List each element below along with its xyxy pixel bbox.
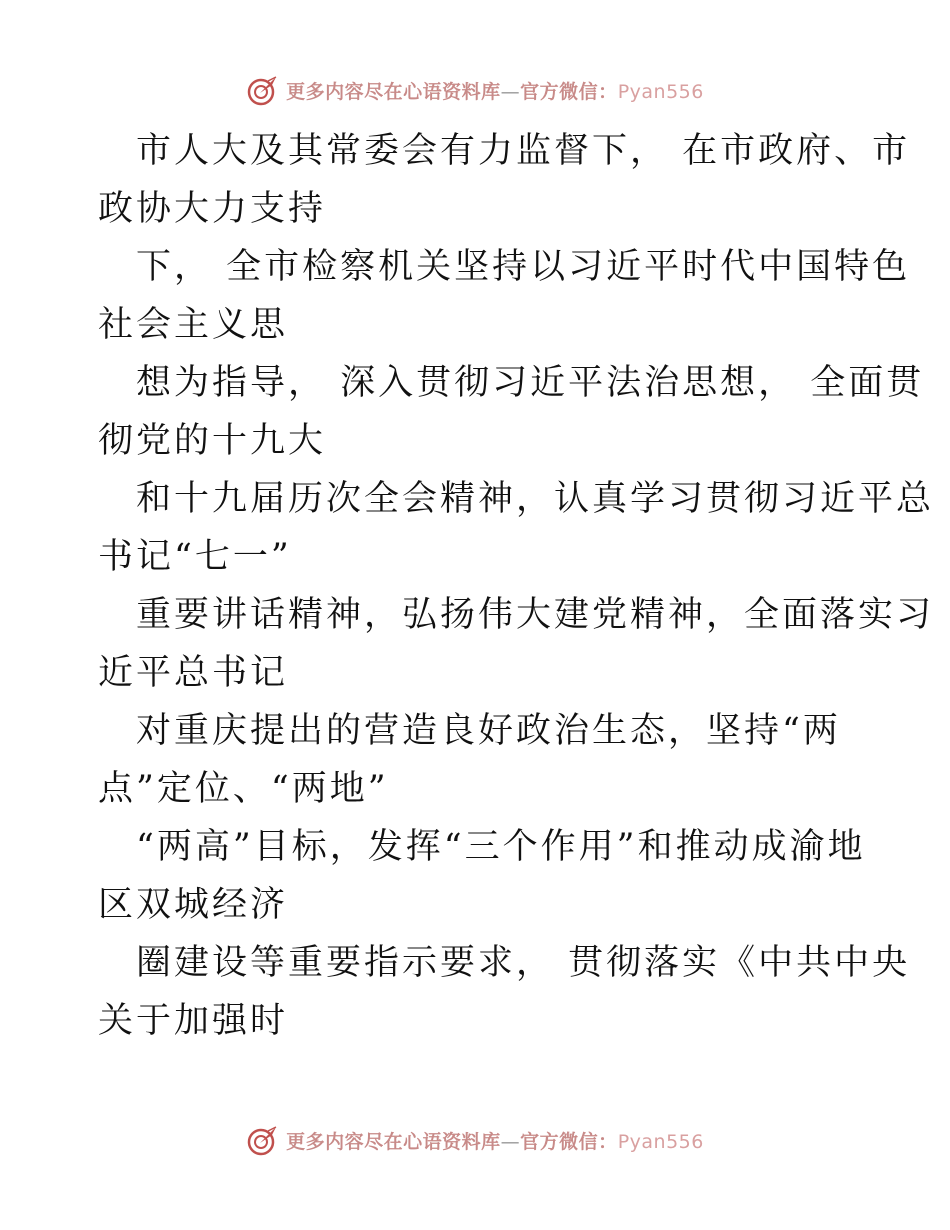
text-line: 彻党的十九大 <box>98 421 327 461</box>
quill-logo-icon <box>246 1123 280 1157</box>
watermark-main-text: 更多内容尽在心语资料库 <box>286 1130 501 1153</box>
paragraph <box>98 470 935 586</box>
header-watermark <box>0 70 950 110</box>
text-line: 政协大力支持 <box>98 189 327 229</box>
watermark-separator: — <box>500 80 521 103</box>
paragraph <box>98 354 925 470</box>
text-line: 对重庆提出的营造良好政治生态，坚持“两 <box>136 711 841 751</box>
watermark-text <box>286 77 704 104</box>
document-body <box>98 122 935 1050</box>
watermark-wechat-id: Pyan556 <box>617 80 704 103</box>
text-line: 和十九届历次全会精神，认真学习贯彻习近平总 <box>136 479 935 519</box>
text-line: 市人大及其常委会有力监督下， 在市政府、市 <box>136 131 911 171</box>
watermark-wechat-id: Pyan556 <box>617 1130 704 1153</box>
text-line: 圈建设等重要指示要求， 贯彻落实《中共中央 <box>136 943 911 983</box>
watermark-suffix-text: 官方微信： <box>520 80 618 103</box>
text-line: 想为指导， 深入贯彻习近平法治思想， 全面贯 <box>136 363 925 403</box>
text-line: 社会主义思 <box>98 305 289 345</box>
watermark-suffix-text: 官方微信： <box>520 1130 618 1153</box>
paragraph <box>98 586 935 702</box>
text-line: 重要讲话精神，弘扬伟大建党精神，全面落实习 <box>136 595 935 635</box>
paragraph <box>98 818 866 934</box>
text-line: 点”定位、“两地” <box>98 769 389 809</box>
paragraph <box>98 122 911 238</box>
footer-watermark <box>0 1120 950 1160</box>
text-line: 区双城经济 <box>98 885 289 925</box>
text-line: 近平总书记 <box>98 653 289 693</box>
paragraph <box>98 702 858 818</box>
watermark-separator: — <box>500 1130 521 1153</box>
watermark-main-text: 更多内容尽在心语资料库 <box>286 80 501 103</box>
text-line: 书记“七一” <box>98 537 292 577</box>
watermark-text <box>286 1127 704 1154</box>
text-line: 关于加强时 <box>98 1001 289 1041</box>
paragraph <box>98 934 911 1050</box>
text-line: 下， 全市检察机关坚持以习近平时代中国特色 <box>136 247 911 287</box>
paragraph <box>98 238 911 354</box>
text-line: “两高”目标，发挥“三个作用”和推动成渝地 <box>136 827 866 867</box>
quill-logo-icon <box>246 73 280 107</box>
